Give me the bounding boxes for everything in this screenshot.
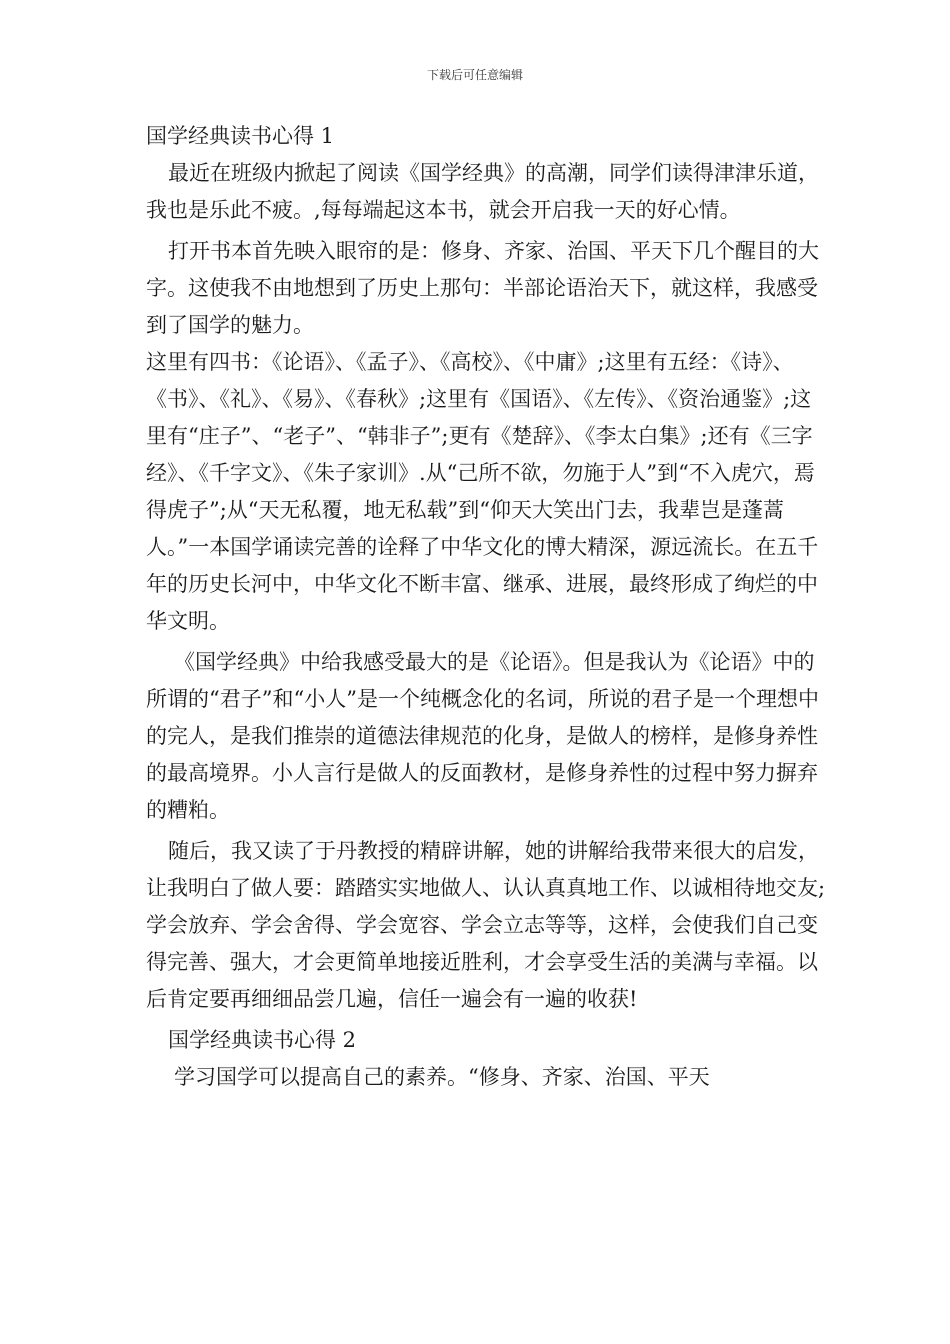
paragraph-3: 这里有四书：《论语》、《孟子》、《高校》、《中庸》;这里有五经：《诗》、《书》、《礼》、《易》、《春秋》;这里有《国语》、《左传》、《资治通鉴》;这里有“庄子”、“老子”、“韩非子”;更有《楚辞》、《李太白集》;还有《三字经》、《千字文》、《朱子家训》.从“己所不欲，勿施于人”到“不入虎穴，焉得虎子”;从“天无私覆，地无私载”到“仰天大笑出门去，我辈岂是蓬蒿人。”一本国学诵读完善的诠释了中华文化的博大精深，源远流长。在五千年的历史长河中，中华文化不断丰富、继承、进展，最终形成了绚烂的中华文明。 [146, 350, 819, 633]
paragraph-4: 《国学经典》中给我感受最大的是《论语》。但是我认为《论语》中的所谓的“君子”和“小人”是一个纯概念化的名词，所说的君子是一个理想中的完人，是我们推崇的道德法律规范的化身，是做人的榜样，是修身养性的最高境界。小人言行是做人的反面教材，是修身养性的过程中努力摒弃的糟粕。 [146, 650, 819, 822]
essay-title-2: 国学经典读书心得 2 [168, 1028, 357, 1052]
essay-title-1: 国学经典读书心得 1 [146, 124, 335, 148]
paragraph-2: 打开书本首先映入眼帘的是：修身、齐家、治国、平天下几个醒目的大字。这使我不由地想到了历史上那句：半部论语治天下，就这样，我感受到了国学的魅力。 [146, 239, 819, 337]
paragraph-6: 学习国学可以提高自己的素养。“修身、齐家、治国、平天 [174, 1065, 710, 1089]
paragraph-1: 最近在班级内掀起了阅读《国学经典》的高潮，同学们读得津津乐道，我也是乐此不疲。,每每端起这本书，就会开启我一天的好心情。 [146, 161, 819, 222]
paragraph-5: 随后，我又读了于丹教授的精辟讲解，她的讲解给我带来很大的启发，让我明白了做人要：踏踏实实地做人、认认真真地工作、以诚相待地交友;学会放弃、学会舍得、学会宽容、学会立志等等，这样，会使我们自己变得完善、强大，才会更简单地接近胜利，才会享受生活的美满与幸福。以后肯定要再细细品尝几遍，信任一遍会有一遍的收获! [146, 839, 826, 1011]
page-header: 下载后可任意编辑 [426, 68, 523, 82]
document-body [146, 118, 826, 1096]
